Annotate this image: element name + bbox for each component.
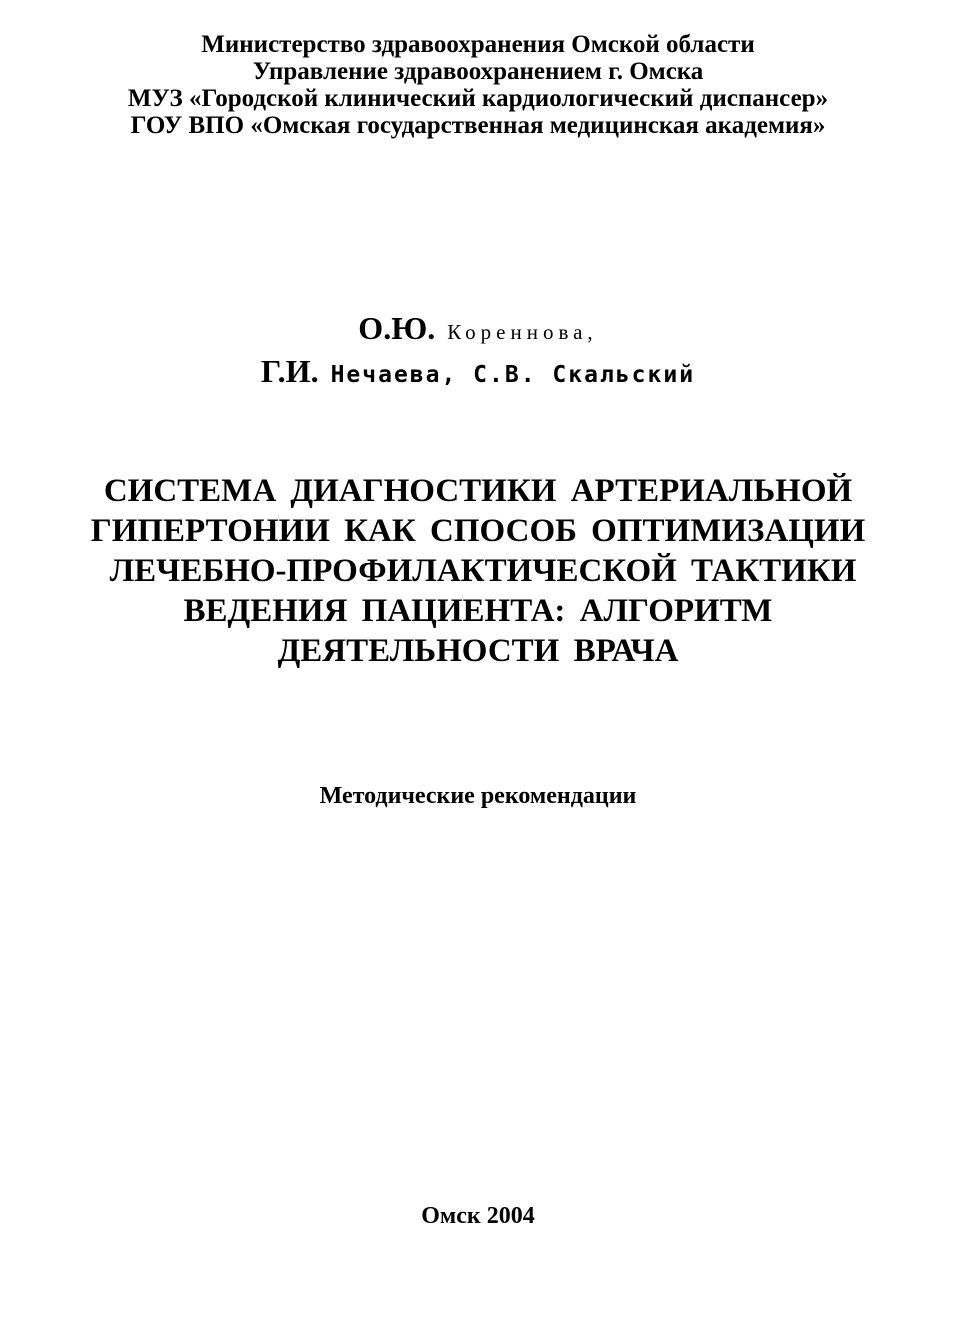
- institution-line-2: Управление здравоохранением г. Омска: [252, 58, 704, 85]
- title-line-1: СИСТЕМА ДИАГНОСТИКИ АРТЕРИАЛЬНОЙ: [103, 473, 853, 509]
- title-line-2: ГИПЕРТОНИИ КАК СПОСОБ ОПТИМИЗАЦИИ: [90, 513, 866, 549]
- author-2-initials: Г.И.: [260, 353, 319, 389]
- title-line-3: ЛЕЧЕБНО-ПРОФИЛАКТИЧЕСКОЙ ТАКТИКИ: [109, 553, 857, 589]
- institution-line-4: ГОУ ВПО «Омская государственная медицинская академия»: [130, 112, 826, 139]
- title-line-4: ВЕДЕНИЯ ПАЦИЕНТА: АЛГОРИТМ: [183, 593, 773, 629]
- authors-line-1: [0, 310, 956, 347]
- subtitle: Методические рекомендации: [319, 783, 637, 809]
- author-1-initials: О.Ю.: [358, 310, 436, 346]
- institution-line-1: Министерство здравоохранения Омской области: [201, 31, 755, 58]
- title-line-5: ДЕЯТЕЛЬНОСТИ ВРАЧА: [277, 633, 679, 669]
- author-1-surname: Кореннова,: [447, 320, 598, 344]
- authors-line-2: [0, 353, 956, 390]
- institution-line-3: МУЗ «Городской клинический кардиологический диспансер»: [127, 85, 829, 112]
- place-and-year: Омск 2004: [421, 1203, 535, 1229]
- authors-2-3-names: Нечаева, С.В. Скальский: [330, 362, 696, 388]
